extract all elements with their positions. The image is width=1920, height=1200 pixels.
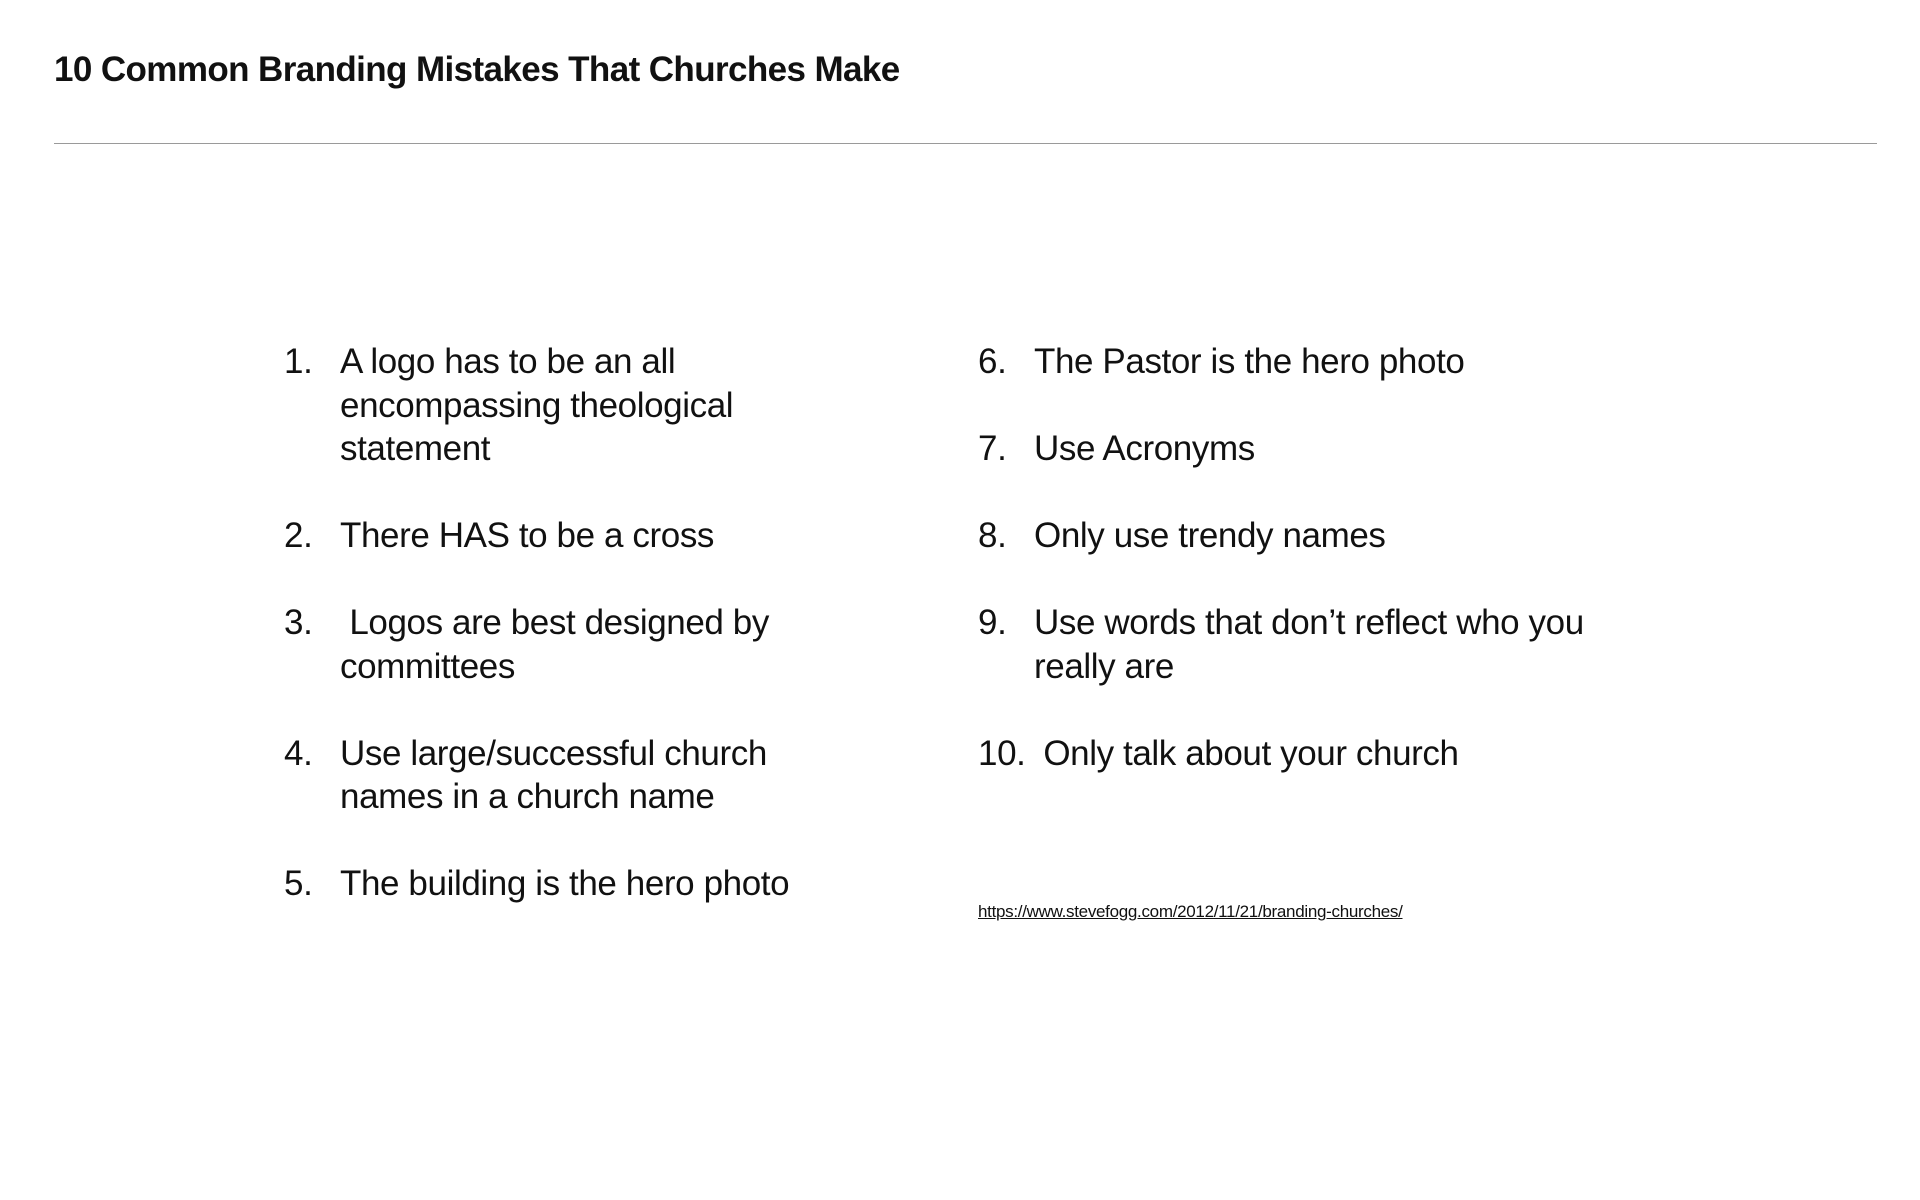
item-text: The Pastor is the hero photo (1034, 342, 1465, 381)
list-item (284, 340, 884, 471)
item-number: 4. (284, 733, 313, 773)
item-text: The building is the hero photo (340, 864, 790, 903)
list-item (284, 514, 884, 558)
list-item (978, 601, 1584, 688)
item-text: Use words that don’t reflect who you really are (1034, 603, 1584, 686)
item-number: 8. (978, 516, 1007, 555)
list-item (978, 514, 1578, 558)
item-text: Only use trendy names (1034, 516, 1386, 555)
source-link[interactable]: https://www.stevefogg.com/2012/11/21/branding-churches/ (978, 902, 1403, 921)
item-text: Only talk about your church (1034, 733, 1459, 773)
list-item (978, 340, 1578, 384)
item-number: 9. (978, 603, 1007, 642)
item-number: 5. (284, 864, 313, 903)
item-number: 1. (284, 342, 313, 381)
mistakes-list-left (284, 340, 884, 949)
item-number: 6. (978, 342, 1007, 381)
item-number: 3. (284, 603, 313, 642)
item-text: Use large/successful church names in a church name (340, 733, 767, 816)
item-text: Use Acronyms (1034, 429, 1255, 468)
slide-title: 10 Common Branding Mistakes That Churches Make (54, 50, 900, 89)
list-item (978, 732, 1578, 776)
item-number: 2. (284, 516, 313, 555)
item-text: There HAS to be a cross (340, 516, 715, 555)
mistakes-list-right (978, 340, 1584, 819)
item-number: 7. (978, 429, 1007, 468)
list-item (284, 601, 884, 688)
item-text: Logos are best designed by committees (340, 603, 779, 686)
list-item (284, 732, 884, 819)
list-item (284, 862, 884, 906)
title-divider (54, 143, 1877, 144)
item-number: 10. (978, 733, 1026, 773)
item-text: A logo has to be an all encompassing theological statement (340, 342, 734, 468)
list-item (978, 427, 1578, 471)
